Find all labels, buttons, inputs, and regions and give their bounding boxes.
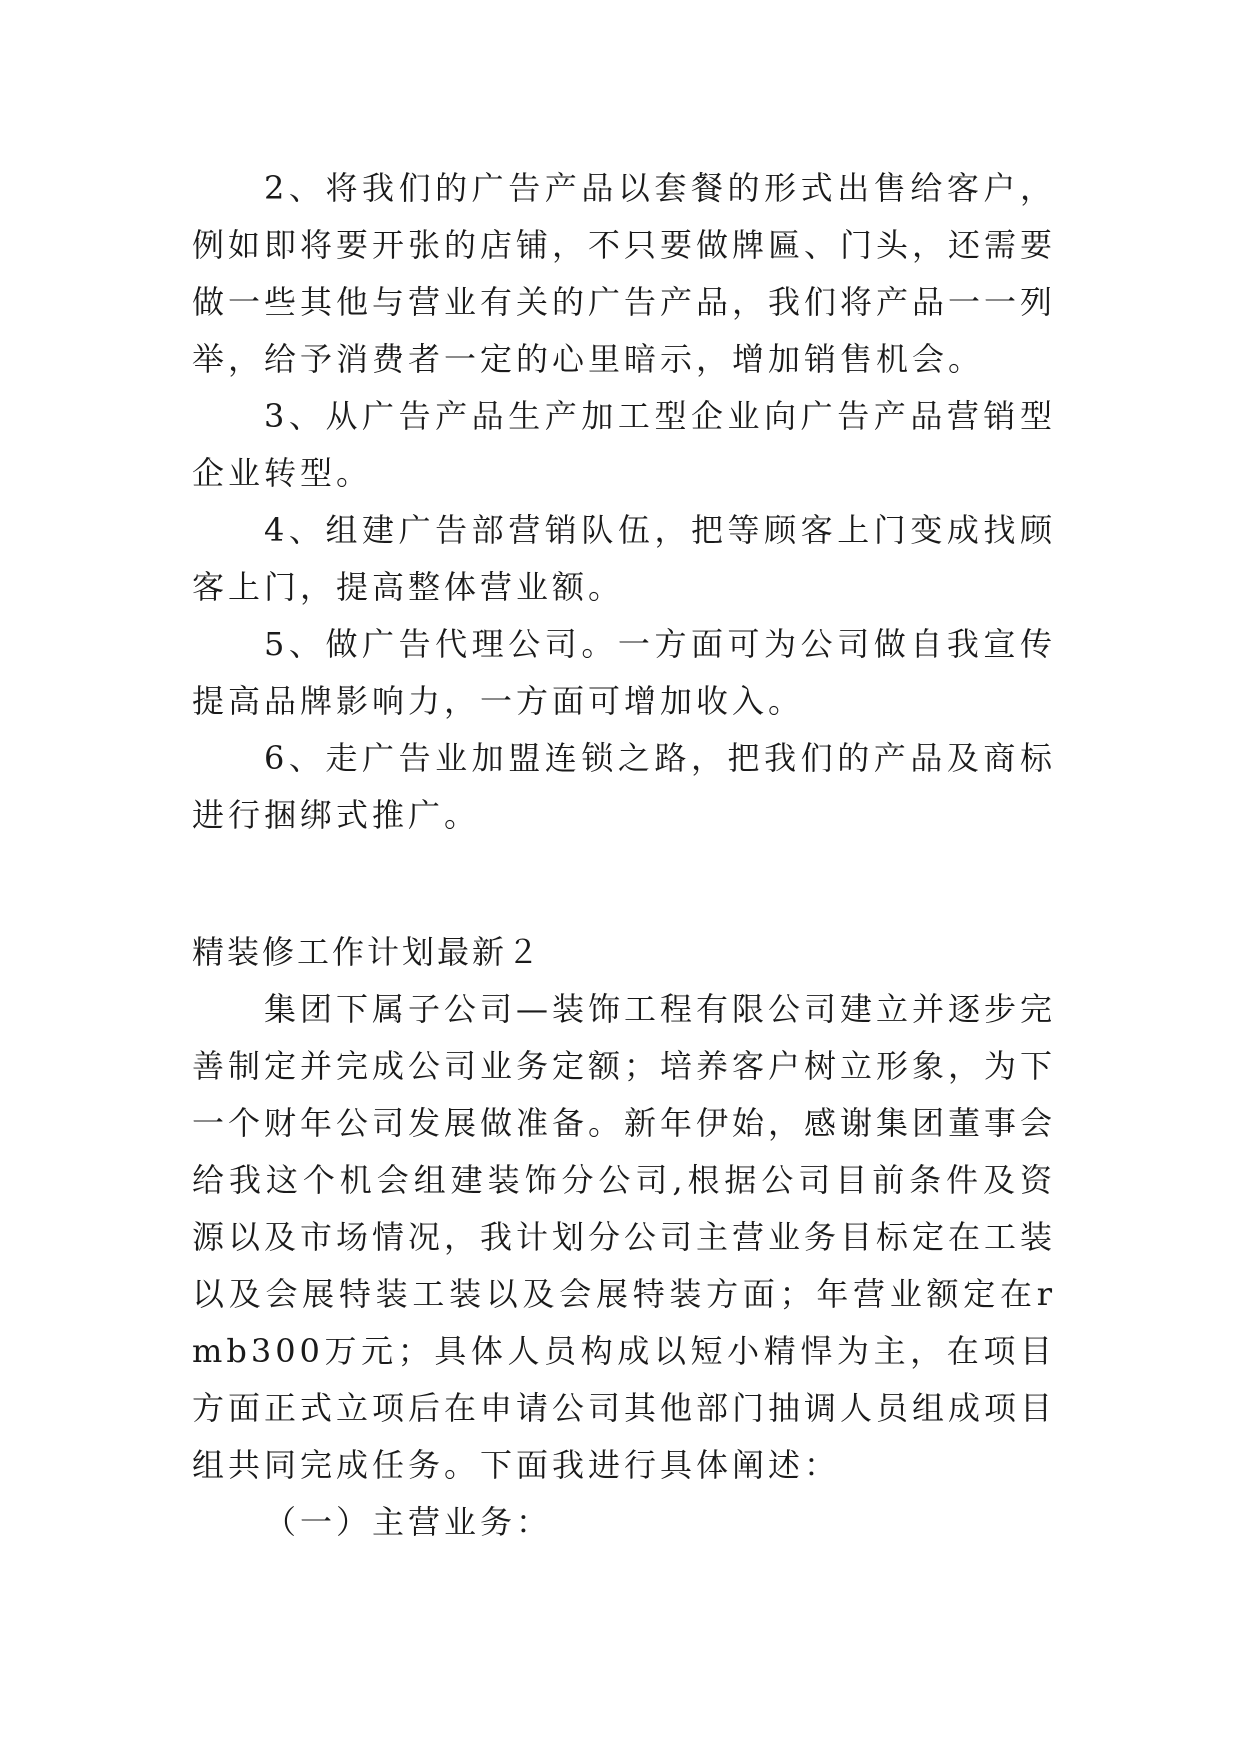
document-body	[192, 160, 1056, 1551]
paragraph-item-5: 5、做广告代理公司。一方面可为公司做自我宣传提高品牌影响力，一方面可增加收入。	[192, 625, 1056, 720]
subsection-heading: （一）主营业务：	[264, 1503, 553, 1541]
paragraph-item-6: 6、走广告业加盟连锁之路，把我们的产品及商标进行捆绑式推广。	[192, 739, 1056, 834]
paragraph-item-2: 2、将我们的广告产品以套餐的形式出售给客户，例如即将要开张的店铺，不只要做牌匾、门头，还需要做一些其他与营业有关的广告产品，我们将产品一一列举，给予消费者一定的心里暗示，增加销售机会。	[192, 169, 1057, 378]
section-title: 精装修工作计划最新２	[192, 933, 543, 971]
paragraph-item-3: 3、从广告产品生产加工型企业向广告产品营销型企业转型。	[192, 397, 1056, 492]
intro-paragraph: 集团下属子公司—装饰工程有限公司建立并逐步完善制定并完成公司业务定额；培养客户树立形象，为下一个财年公司发展做准备。新年伊始，感谢集团董事会给我这个机会组建装饰分公司,根据公司目前条件及资源以及市场情况，我计划分公司主营业务目标定在工装以及会展特装工装以及会展特装方面；年营业额定在rmb300万元；具体人员构成以短小精悍为主，在项目方面正式立项后在申请公司其他部门抽调人员组成项目组共同完成任务。下面我进行具体阐述：	[192, 990, 1057, 1484]
paragraph-item-4: 4、组建广告部营销队伍，把等顾客上门变成找顾客上门，提高整体营业额。	[192, 511, 1056, 606]
